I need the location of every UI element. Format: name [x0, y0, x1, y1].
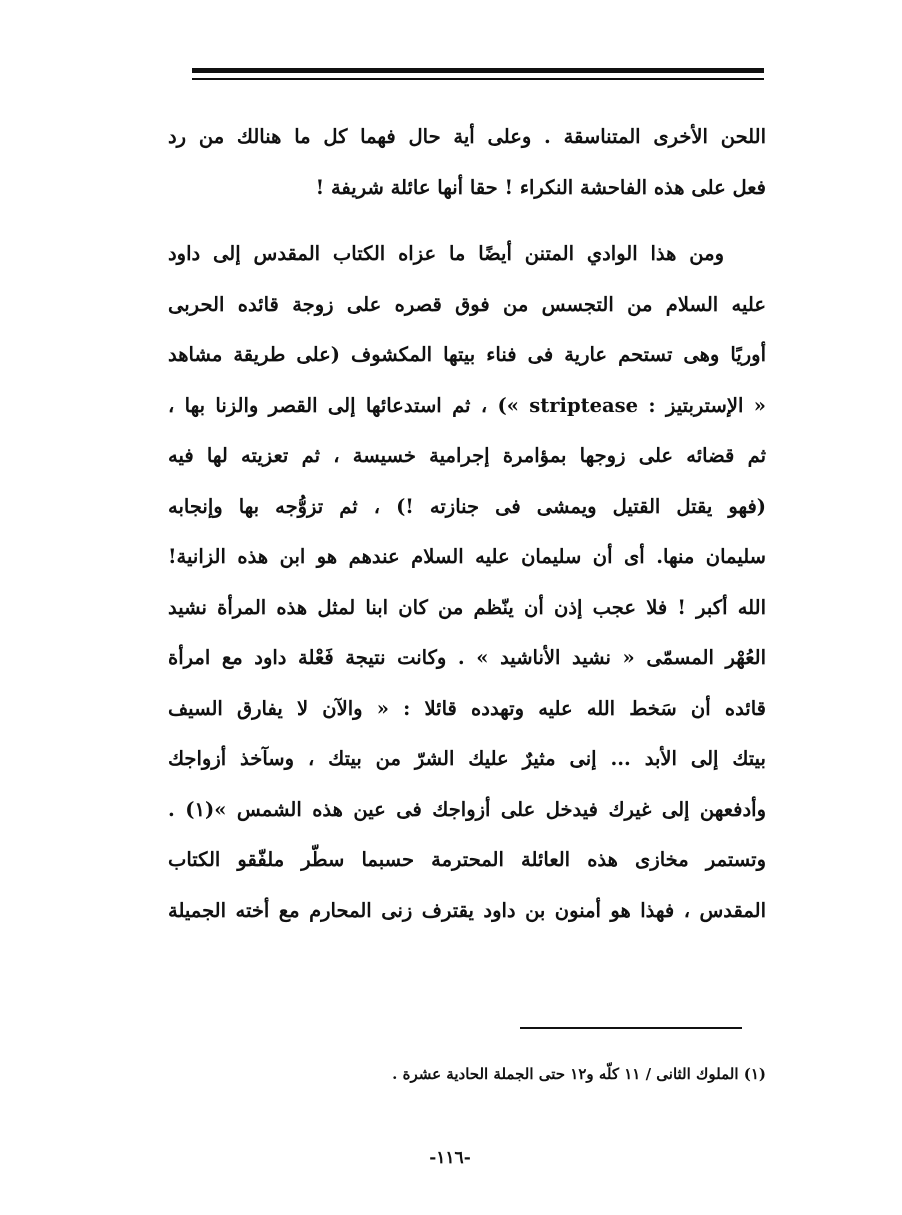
text-line: الله أكبر ! فلا عجب إذن أن ينّظم من كان ابنا لمثل هذه المرأة نشيد — [168, 595, 766, 619]
text-line: (فهو يقتل القتيل ويمشى فى جنازته !) ، ثم تزوُّجه بها وإنجابه — [168, 494, 766, 518]
body-text — [168, 112, 766, 936]
text-line: سليمان منها. أى أن سليمان عليه السلام عندهم هو ابن هذه الزانية! — [168, 545, 766, 568]
text-line: المقدس ، فهذا هو أمنون بن داود يقترف زنى المحارم مع أخته الجميلة — [168, 898, 766, 922]
text-line: أوريًا وهى تستحم عارية فى فناء بيتها المكشوف (على طريقة مشاهد — [168, 343, 766, 366]
header-rule-thick — [192, 68, 764, 73]
header-rule-thin — [192, 78, 764, 80]
text-line: ثم قضائه على زوجها بمؤامرة إجرامية خسيسة ، ثم تعزيته لها فيه — [168, 444, 766, 467]
page-number: -١١٦- — [429, 1148, 471, 1168]
text-line: وأدفعهن إلى غيرك فيدخل على أزواجك فى عين هذه الشمس »(١) . — [168, 797, 766, 821]
paragraph-gap — [168, 213, 766, 229]
text-line: فعل على هذه الفاحشة النكراء ! حقا أنها عائلة شريفة ! — [315, 175, 766, 199]
text-line: العُهْر المسمّى « نشيد الأناشيد » . وكانت نتيجة فَعْلة داود مع امرأة — [168, 646, 766, 669]
footnote: (١) الملوك الثانى / ١١ كلّه و١٢ حتى الجملة الحادية عشرة . — [392, 1065, 766, 1083]
text-line: ومن هذا الوادي المتنن أيضًا ما عزاه الكتاب المقدس إلى داود — [168, 242, 724, 265]
text-line: بيتك إلى الأبد ... إنى مثيرٌ عليك الشرّ من بيتك ، وسآخذ أزواجك — [168, 747, 766, 770]
text-line: عليه السلام من التجسس من فوق قصره على زوجة قائده الحربى — [168, 292, 766, 316]
text-line: قائده أن سَخط الله عليه وتهدده قائلا : « والآن لا يفارق السيف — [168, 696, 766, 720]
text-line: اللحن الأخرى المتناسقة . وعلى أية حال فهما كل ما هنالك من رد — [168, 125, 766, 148]
text-line: وتستمر مخازى هذه العائلة المحترمة حسبما سطّر ملفّقو الكتاب — [168, 848, 766, 871]
text-line: « الإستربتيز : striptease ») ، ثم استدعائها إلى القصر والزنا بها ، — [168, 393, 766, 417]
footnote-rule — [520, 1027, 742, 1029]
